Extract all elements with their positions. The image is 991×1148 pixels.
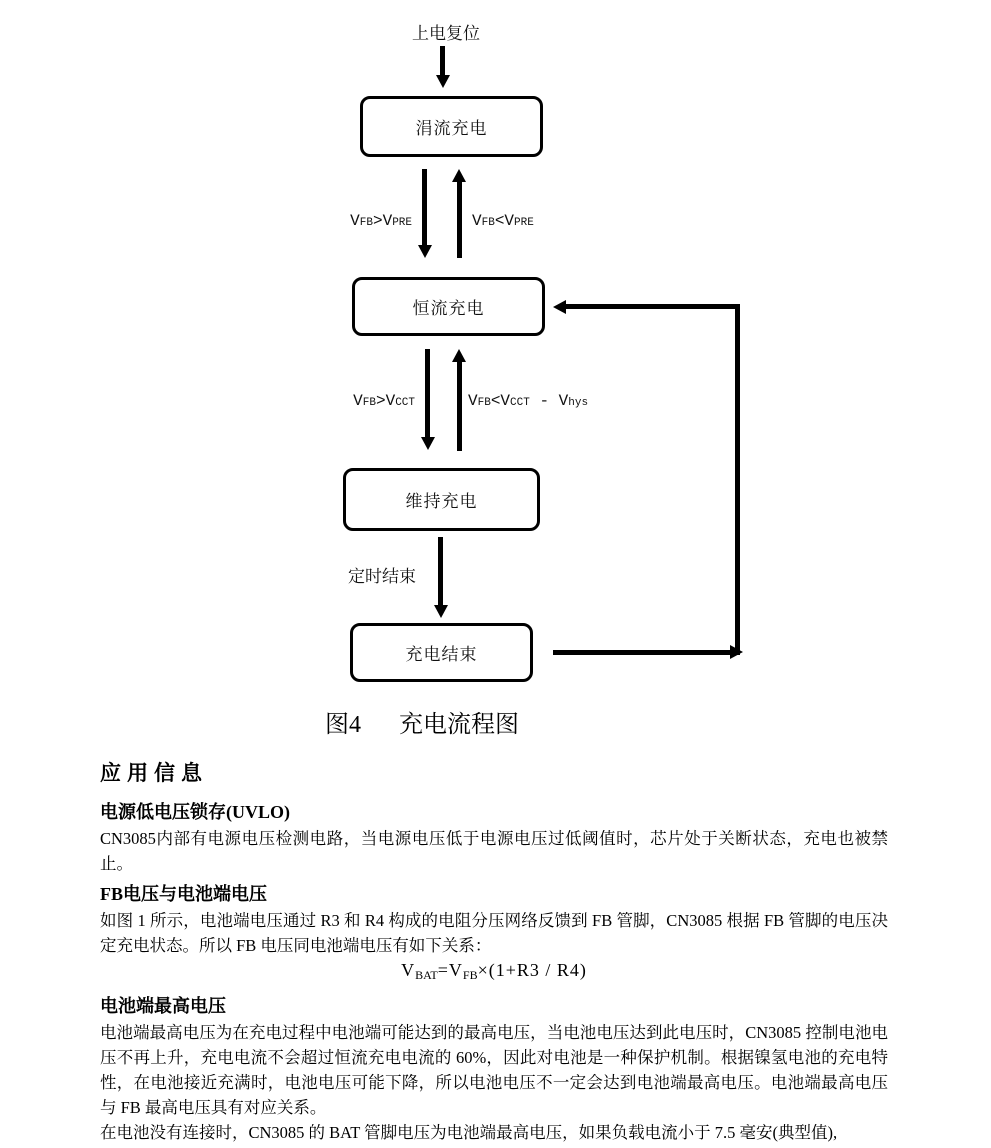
section-title: 应用信息 <box>100 762 208 785</box>
arrow-down-icon <box>418 245 432 258</box>
fb-voltage-heading: FB电压与电池端电压 <box>100 884 268 904</box>
arrow-right-icon <box>730 645 743 659</box>
application-info-section <box>100 761 888 1145</box>
condition-vfb-gt-vcct: VFB>VCCT <box>353 392 415 410</box>
figure-title: 充电流程图 <box>399 712 519 738</box>
arrow-down-icon <box>434 605 448 618</box>
feedback-bottom-line <box>553 650 731 655</box>
condition-vfb-lt-vpre: VFB<VPRE <box>472 212 534 230</box>
flow-box-end-label: 充电结束 <box>405 645 478 664</box>
arrow-t1-up-shaft <box>457 182 462 258</box>
caption-spacer <box>361 704 399 739</box>
feedback-top-line <box>566 304 738 309</box>
condition-timer-end: 定时结束 <box>348 567 416 586</box>
arrow-t2-up-shaft <box>457 362 462 451</box>
arrow-t1-down-shaft <box>422 169 427 245</box>
vmax-body-2: 在电池没有连接时，CN3085 的 BAT 管脚电压为电池端最高电压，如果负载电流小于 7.5 毫安(典型值), <box>100 1123 838 1142</box>
vmax-heading: 电池端最高电压 <box>100 996 226 1016</box>
flow-box-constant-current-charge <box>352 277 545 336</box>
vmax-body-1: 电池端最高电压为在充电过程中电池端可能达到的最高电压，当电池电压达到此电压时，CN3085 控制电池电压不再上升，充电电流不会超过恒流充电电流的 60%，因此对电池是一种保护机制。根据镍氢电池的充电特性，在电池接近充满时，电池电压可能下降，所以电池电压不一定会达到电池端最高电压。电池端最高电压与 FB 最高电压具有对应关系。 <box>100 1023 888 1117</box>
flow-box-trickle-label: 涓流充电 <box>415 119 488 138</box>
flow-box-trickle-charge <box>360 96 543 157</box>
flow-box-cc-label: 恒流充电 <box>412 299 485 318</box>
arrow-down-icon <box>436 75 450 88</box>
arrow-up-icon <box>452 169 466 182</box>
figure-number: 图4 <box>325 712 361 738</box>
figure-caption <box>325 704 519 739</box>
uvlo-heading: 电源低电压锁存(UVLO) <box>100 802 290 822</box>
fb-voltage-body: 如图 1 所示，电池端电压通过 R3 和 R4 构成的电阻分压网络反馈到 FB 管脚，CN3085 根据 FB 管脚的电压决定充电状态。所以 FB 电压同电池端电压有如下关系： <box>100 911 888 955</box>
flow-box-charge-end <box>350 623 533 682</box>
arrow-t2-down-shaft <box>425 349 430 438</box>
arrow-up-icon <box>452 349 466 362</box>
flow-box-maintain-charge <box>343 468 540 531</box>
flow-start-label: 上电复位 <box>412 24 480 43</box>
vbat-formula: VBAT=VFB×(1+R3 / R4) <box>401 960 587 982</box>
arrow-left-icon <box>553 300 566 314</box>
flow-box-maintain-label: 维持充电 <box>405 492 478 511</box>
condition-vfb-gt-vpre: VFB>VPRE <box>350 212 412 230</box>
uvlo-body: CN3085内部有电源电压检测电路，当电源电压低于电源电压过低阈值时，芯片处于关断状态，充电也被禁止。 <box>100 829 888 873</box>
feedback-vertical-line <box>735 304 740 655</box>
arrow-start-shaft <box>440 46 445 76</box>
condition-vfb-lt-vcct-minus-vhys: VFB<VCCT - Vhys <box>468 392 589 410</box>
arrow-t3-down-shaft <box>438 537 443 606</box>
arrow-down-icon <box>421 437 435 450</box>
